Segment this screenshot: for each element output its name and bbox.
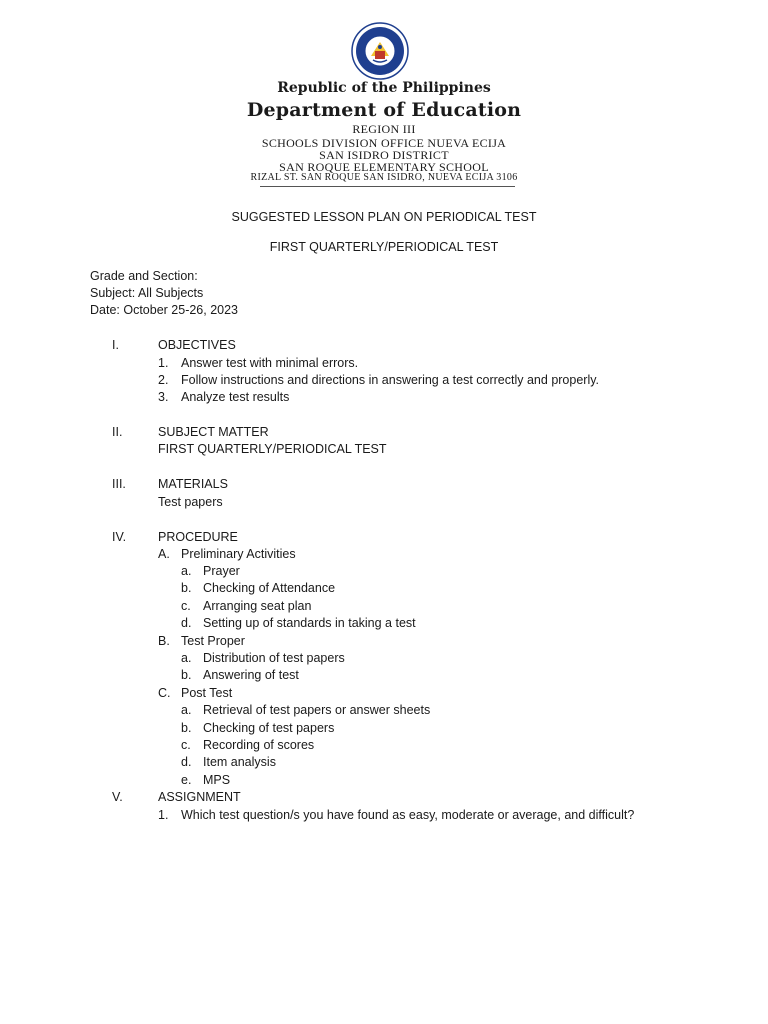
letterhead-division: SCHOOLS DIVISION OFFICE NUEVA ECIJA (261, 136, 507, 150)
section-heading-objectives: OBJECTIVES (158, 338, 236, 352)
document-title: SUGGESTED LESSON PLAN ON PERIODICAL TEST (231, 210, 537, 224)
list-marker: a. (181, 651, 192, 665)
list-item: Analyze test results (181, 390, 290, 404)
letterhead-department: Department of Education (246, 99, 522, 121)
letterhead-school: SAN ROQUE ELEMENTARY SCHOOL (279, 160, 489, 174)
letterhead-district: SAN ISIDRO DISTRICT (319, 148, 449, 162)
section-numeral: IV. (112, 530, 127, 544)
list-marker: a. (181, 703, 192, 717)
list-marker: c. (181, 599, 191, 613)
section-heading-materials: MATERIALS (158, 477, 228, 491)
list-item: Prayer (203, 564, 240, 578)
list-item: Arranging seat plan (203, 599, 312, 613)
group-marker: A. (158, 547, 170, 561)
list-marker: b. (181, 721, 192, 735)
list-marker: c. (181, 738, 191, 752)
section-numeral: V. (112, 790, 123, 804)
section-body: Test papers (158, 495, 223, 509)
deped-seal-icon (351, 22, 409, 80)
list-marker: e. (181, 773, 192, 787)
list-marker: 1. (158, 356, 169, 370)
date-line: Date: October 25-26, 2023 (90, 303, 239, 317)
group-label: Post Test (181, 686, 233, 700)
list-marker: 1. (158, 808, 169, 822)
list-item: Checking of test papers (203, 721, 335, 735)
list-item: Recording of scores (203, 738, 315, 752)
list-item: Answering of test (203, 668, 299, 682)
list-marker: a. (181, 564, 192, 578)
list-item: Setting up of standards in taking a test (203, 616, 416, 630)
list-item: Follow instructions and directions in answering a test correctly and properly. (181, 373, 600, 387)
section-heading-procedure: PROCEDURE (158, 530, 238, 544)
group-marker: C. (158, 686, 171, 700)
list-marker: 3. (158, 390, 169, 404)
section-numeral: II. (112, 425, 123, 439)
list-item: Answer test with minimal errors. (181, 356, 359, 370)
list-item: Checking of Attendance (203, 581, 336, 595)
list-item: Item analysis (203, 755, 276, 769)
document-subtitle: FIRST QUARTERLY/PERIODICAL TEST (269, 240, 499, 254)
section-numeral: I. (112, 338, 119, 352)
list-item: Retrieval of test papers or answer sheets (203, 703, 431, 717)
subject-line: Subject: All Subjects (90, 286, 204, 300)
grade-section-line: Grade and Section: (90, 269, 198, 283)
group-label: Test Proper (181, 634, 245, 648)
list-item: Which test question/s you have found as easy, moderate or average, and difficult? (181, 808, 635, 822)
list-marker: 2. (158, 373, 169, 387)
section-heading-assignment: ASSIGNMENT (158, 790, 241, 804)
letterhead-address: RIZAL ST. SAN ROQUE SAN ISIDRO, NUEVA ECIJA 3106 (250, 172, 518, 183)
list-marker: b. (181, 581, 192, 595)
letterhead-region: REGION III (352, 122, 416, 136)
group-marker: B. (158, 634, 170, 648)
list-marker: b. (181, 668, 192, 682)
group-label: Preliminary Activities (181, 547, 296, 561)
letterhead-divider (260, 186, 515, 187)
section-body: FIRST QUARTERLY/PERIODICAL TEST (158, 442, 387, 456)
list-item: MPS (203, 773, 231, 787)
list-marker: d. (181, 755, 192, 769)
section-heading-subject-matter: SUBJECT MATTER (158, 425, 269, 439)
section-numeral: III. (112, 477, 126, 491)
list-item: Distribution of test papers (203, 651, 345, 665)
list-marker: d. (181, 616, 192, 630)
letterhead-republic: Republic of the Philippines (277, 80, 491, 96)
